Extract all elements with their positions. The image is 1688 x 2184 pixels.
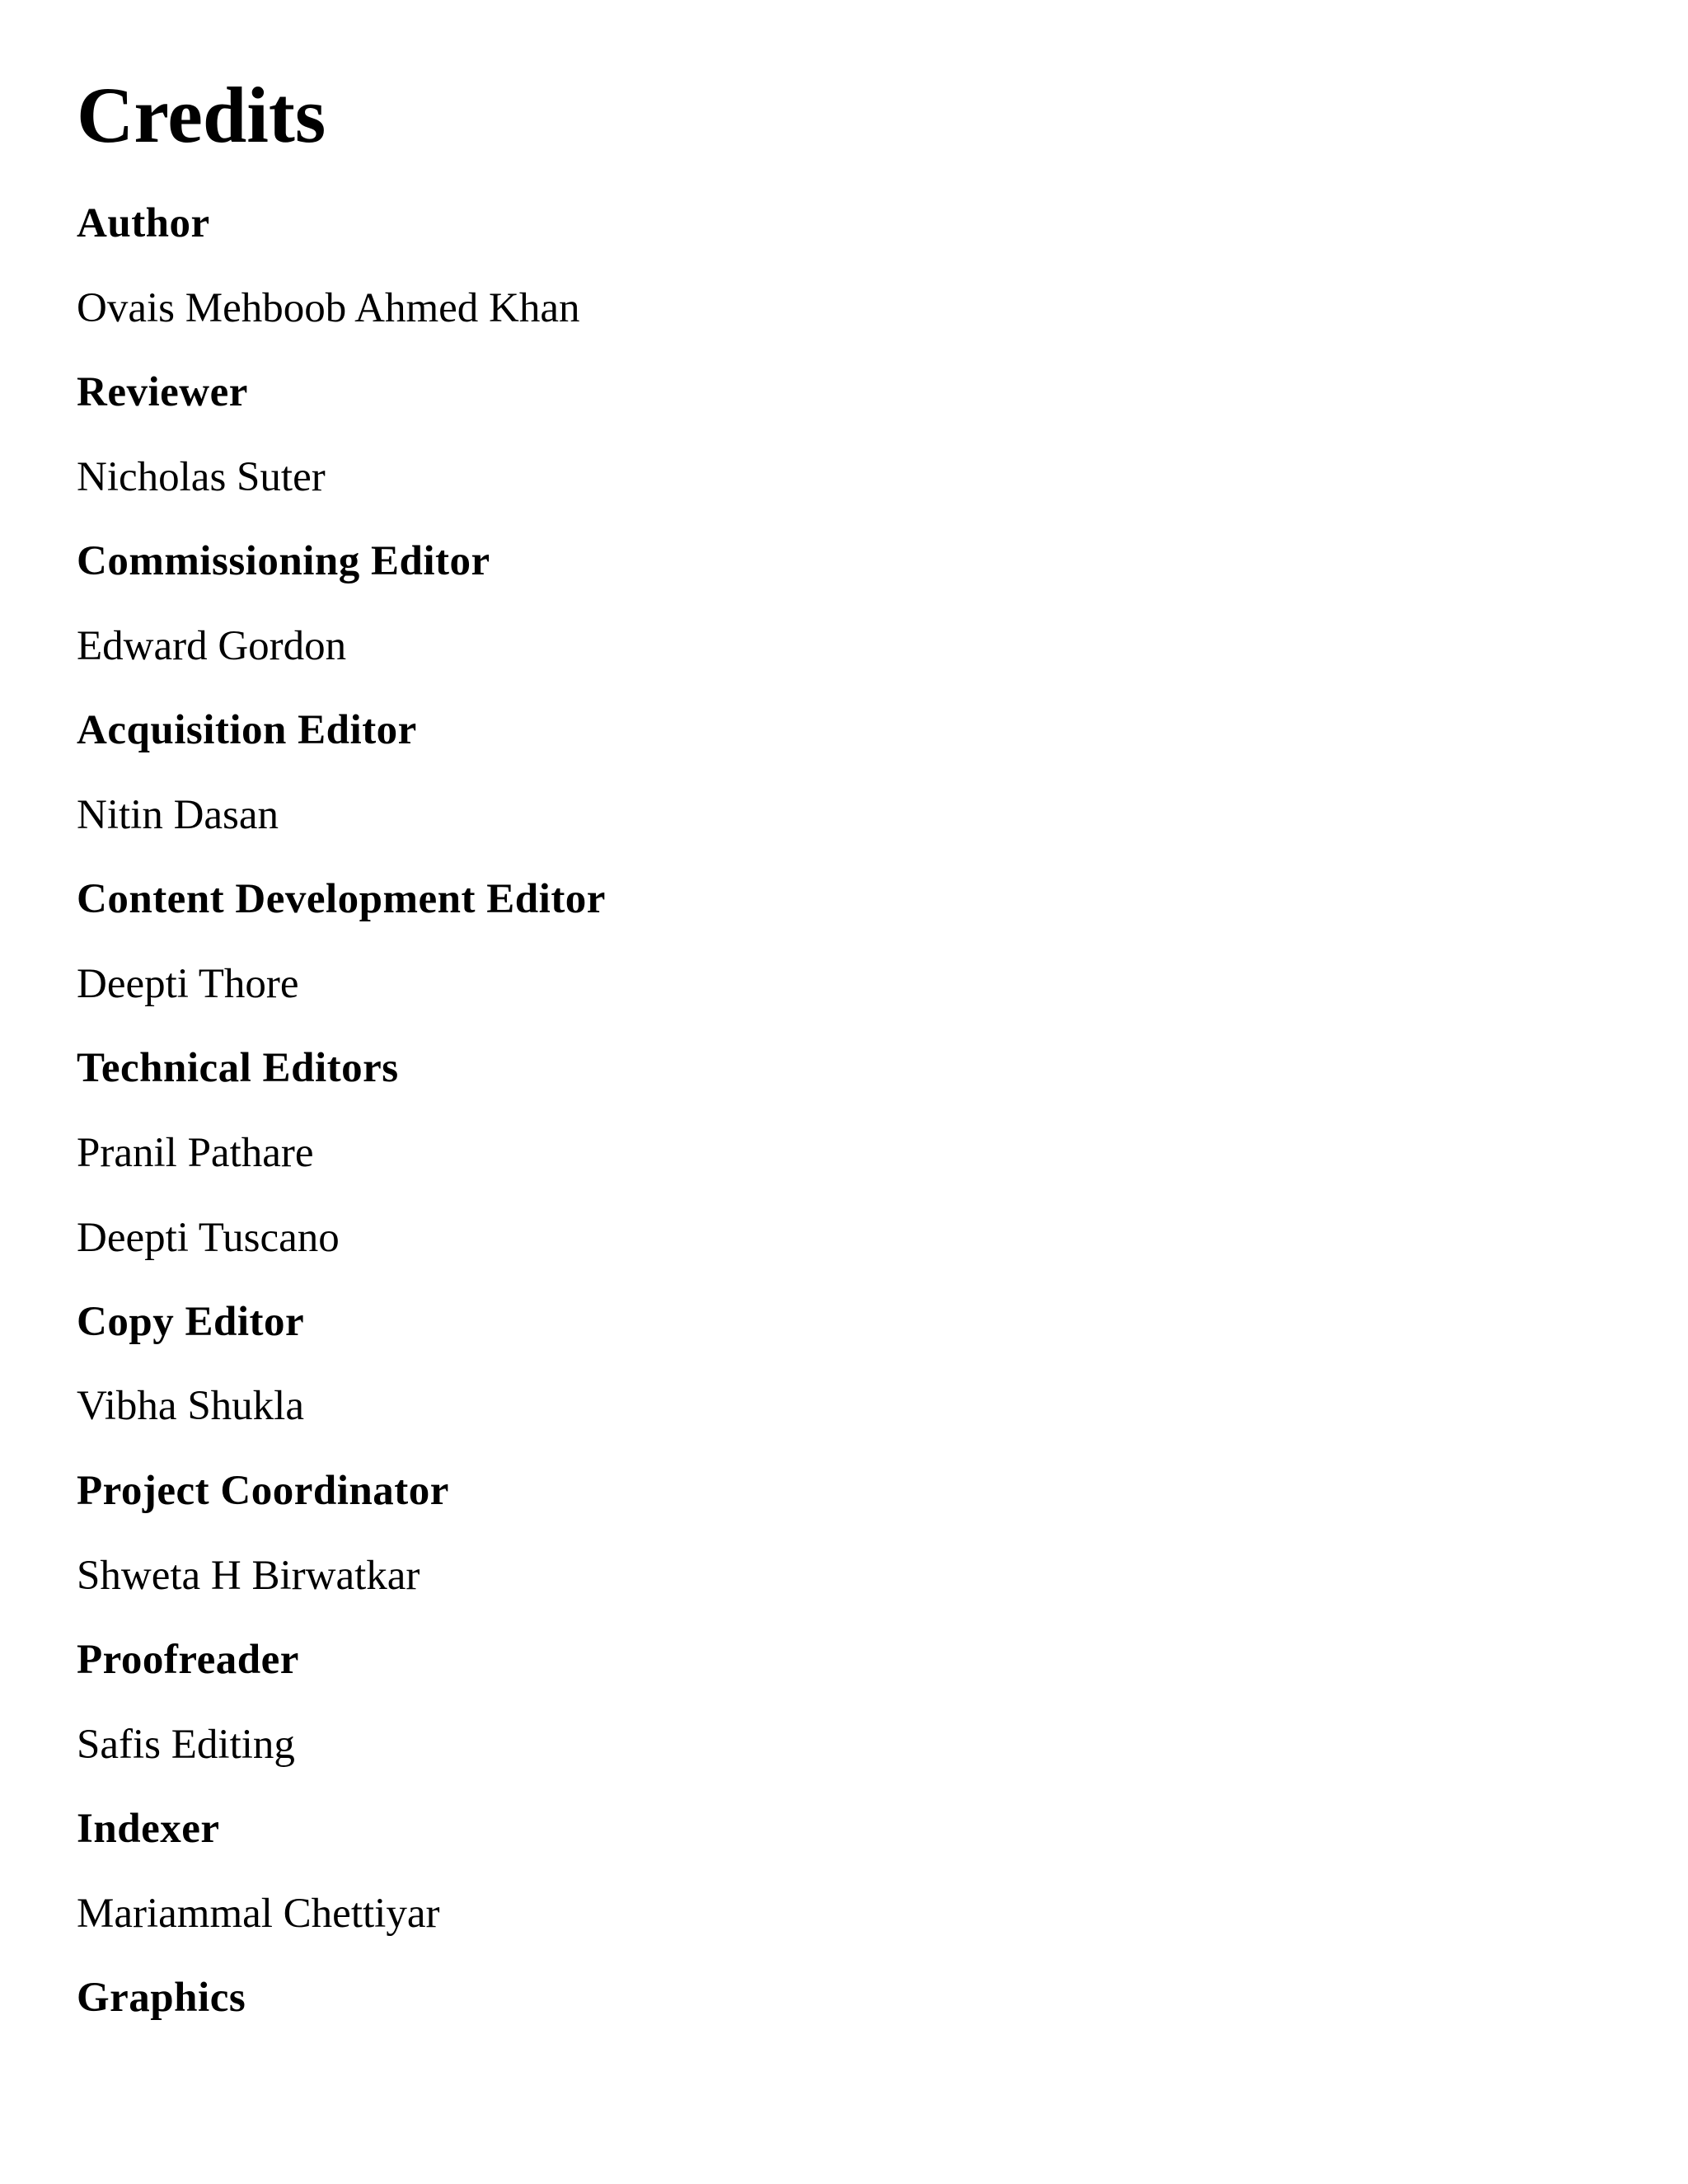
- credit-role-graphics: Graphics: [77, 1975, 246, 2021]
- credit-role-copy-editor: Copy Editor: [77, 1299, 305, 1345]
- credit-name-commissioning-editor: Edward Gordon: [77, 623, 347, 669]
- credit-name-copy-editor: Vibha Shukla: [77, 1383, 304, 1429]
- credit-name-technical-editor-1: Pranil Pathare: [77, 1130, 314, 1176]
- credit-role-reviewer: Reviewer: [77, 369, 248, 415]
- credit-role-acquisition-editor: Acquisition Editor: [77, 707, 417, 753]
- credit-name-indexer: Mariammal Chettiyar: [77, 1891, 440, 1937]
- credit-name-acquisition-editor: Nitin Dasan: [77, 792, 279, 838]
- credit-name-technical-editor-2: Deepti Tuscano: [77, 1215, 340, 1261]
- credit-name-content-development-editor: Deepti Thore: [77, 961, 299, 1007]
- credit-role-project-coordinator: Project Coordinator: [77, 1468, 449, 1514]
- page-title: Credits: [77, 71, 326, 159]
- credit-role-proofreader: Proofreader: [77, 1637, 299, 1683]
- credit-name-author: Ovais Mehboob Ahmed Khan: [77, 285, 580, 331]
- credit-role-technical-editors: Technical Editors: [77, 1045, 399, 1091]
- credit-role-commissioning-editor: Commissioning Editor: [77, 538, 490, 584]
- credit-name-project-coordinator: Shweta H Birwatkar: [77, 1553, 420, 1599]
- credit-name-reviewer: Nicholas Suter: [77, 454, 326, 500]
- credit-role-author: Author: [77, 200, 210, 246]
- credit-name-proofreader: Safis Editing: [77, 1722, 295, 1768]
- credit-role-indexer: Indexer: [77, 1806, 220, 1852]
- credit-role-content-development-editor: Content Development Editor: [77, 876, 606, 922]
